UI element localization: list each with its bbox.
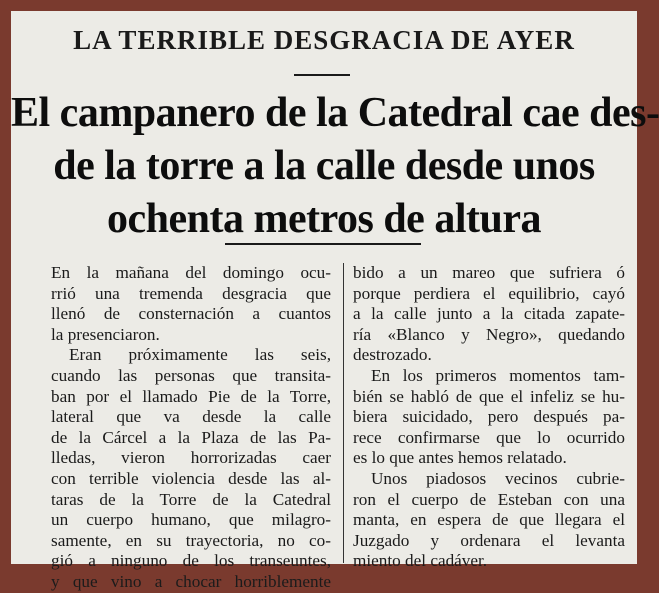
text-line: lateral que va desde la calle [51, 407, 331, 427]
headline-line: ochenta metros de altura [107, 196, 541, 242]
short-rule [294, 74, 350, 76]
text-line: cuando las personas que transita- [51, 365, 331, 385]
text-line: En la mañana del domingo ocu- [51, 263, 331, 282]
text-line: rrió una tremenda desgracia que [51, 283, 331, 303]
text-line: ban por el llamado Pie de la Torre, [51, 386, 331, 406]
text-line: ría «Blanco y Negro», quedando [353, 324, 625, 344]
headline [11, 87, 659, 246]
text-line: a la calle junto a la citada zapate- [353, 304, 625, 324]
text-line: bién se habló de que el infeliz se hu- [353, 386, 625, 406]
column-divider [343, 263, 344, 563]
text-line: es lo que antes hemos relatado. [353, 448, 567, 468]
headline-line: de la torre a la calle desde unos [53, 143, 595, 189]
text-line: llenó de consternación a cuantos [51, 304, 331, 324]
text-line: manta, en espera de que llegara el [353, 510, 625, 530]
text-line: y que vino a chocar horriblemente [51, 571, 331, 591]
text-line: Juzgado y ordenara el levanta [353, 530, 625, 550]
section-kicker: LA TERRIBLE DESGRACIA DE AYER [73, 25, 575, 55]
headline-line: El campanero de la Catedral cae des- [11, 90, 659, 136]
article-column-left [51, 263, 331, 593]
article-column-right [353, 263, 625, 572]
text-line: bido a un mareo que sufriera ó [353, 263, 625, 282]
headline-rule [225, 243, 421, 245]
text-line: lledas, vieron horrorizadas caer [51, 448, 331, 468]
text-line: de la Cárcel a la Plaza de las Pa- [51, 427, 331, 447]
text-line: rece confirmarse que lo ocurrido [353, 427, 625, 447]
text-line: ron el cuerpo de Esteban con una [353, 489, 625, 509]
text-line: gió a ninguno de los transeuntes, [51, 551, 331, 571]
newspaper-clipping [11, 11, 659, 591]
text-line: taras de la Torre de la Catedral [51, 489, 331, 509]
text-line: Eran próximamente las seis, [69, 345, 331, 365]
text-line: miento del cadáver. [353, 551, 488, 571]
text-line: En los primeros momentos tam- [371, 365, 625, 385]
text-line: biera suicidado, pero después pa- [353, 407, 625, 427]
text-line: Unos piadosos vecinos cubrie- [371, 468, 625, 488]
text-line: un cuerpo humano, que milagro- [51, 510, 331, 530]
text-line: samente, en su trayectoria, no co- [51, 530, 331, 550]
text-line: destrozado. [353, 345, 432, 365]
text-line: la presenciaron. [51, 324, 160, 344]
text-line: porque perdiera el equilibrio, cayó [353, 283, 625, 303]
text-line: con terrible violencia desde las al- [51, 468, 331, 488]
